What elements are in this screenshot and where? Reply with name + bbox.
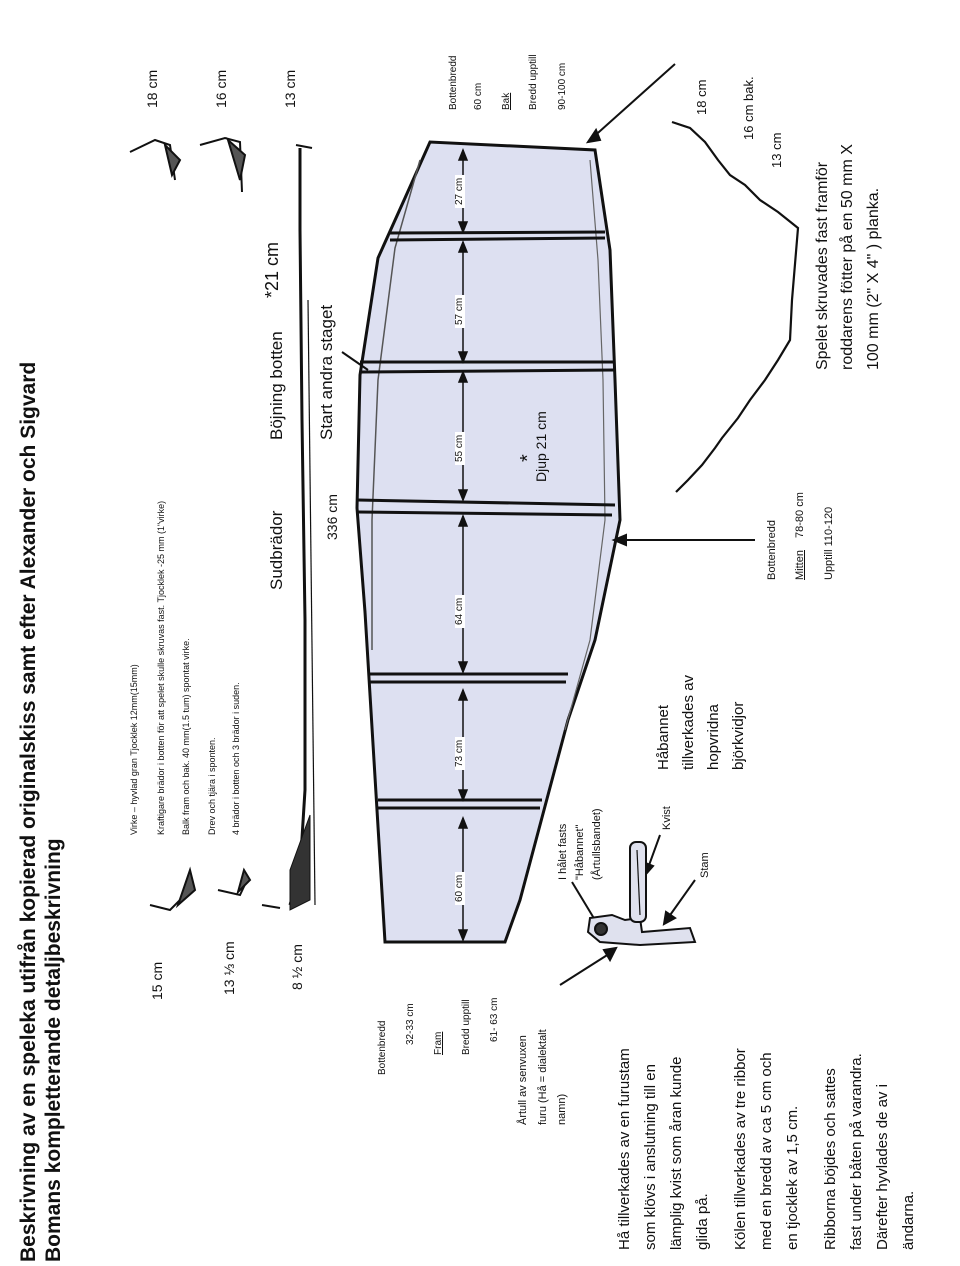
ha-line-3: lämplig kvist som åran kunde — [668, 1056, 685, 1250]
stern-upptill: 90-100 cm — [557, 62, 568, 110]
length-label: 336 cm — [324, 494, 340, 540]
artull-line-2: furu (Hå = dialektalt — [537, 1029, 549, 1125]
page-title: Beskrivning av en speleka utifrån kopierad originalskiss samt efter Alexander och Sigvard — [17, 361, 40, 1262]
dim-label-2: 73 cm — [455, 737, 465, 770]
rib-profiles — [130, 138, 280, 910]
middle-upptill: Upptill 110-120 — [823, 506, 835, 580]
note-balk: Balk fram och bak. 40 mm(1.5 tum) spontat virke. — [181, 638, 191, 835]
oarlock-drawing — [588, 842, 695, 945]
bojning-value: *21 cm — [262, 241, 282, 298]
oarlock-kvist: Kvist — [661, 806, 673, 830]
spelet-line-3: 100 mm (2" X 4" ) planka. — [865, 187, 882, 370]
spelet-line-1: Spelet skruvades fast framför — [814, 161, 831, 370]
dim-label-3: 64 cm — [455, 595, 465, 628]
bow-upptill: 61- 63 cm — [489, 997, 500, 1042]
habannet-line-1: Håbannet — [655, 704, 672, 770]
section-16: 16 cm bak. — [741, 76, 756, 140]
cross-section-curve — [672, 122, 798, 492]
section-18: 18 cm — [694, 79, 709, 115]
profile-13-label: 13 cm — [282, 69, 298, 108]
rib-line-3: Därefter hyvlades de av i — [874, 1084, 891, 1250]
bow-fram: Fram — [433, 1031, 444, 1055]
profile-16-label: 16 cm — [213, 69, 229, 108]
ha-line-4: glida på. — [694, 1193, 711, 1250]
stern-bottenbredd: Bottenbredd — [448, 55, 459, 110]
middle-mitten-label: Mitten — [794, 550, 806, 580]
sudbrador-label: Sudbrädor — [267, 510, 286, 590]
oarlock-hal-1: I hålet fasts — [557, 823, 569, 880]
djup-label: Djup 21 cm — [533, 411, 549, 482]
kol-line-1: Kölen tillverkades av tre ribbor — [732, 1048, 749, 1250]
habannet-line-3: hopvridna — [705, 704, 722, 770]
artull-line-1: Årtull av senvuxen — [517, 1035, 529, 1125]
profile-18-label: 18 cm — [144, 69, 160, 108]
ha-line-2: som klövs i anslutning till en — [642, 1064, 659, 1250]
bow-bottenbredd: Bottenbredd — [377, 1020, 388, 1075]
stern-bak: Bak — [501, 92, 512, 110]
side-profile — [290, 145, 315, 910]
note-bradar: 4 brädor i botten och 3 brädor i suden. — [231, 682, 241, 835]
note-virke: Virke – hyvlad gran Tjocklek 12mm(15mm) — [129, 664, 139, 835]
artull-line-3: namn) — [556, 1093, 568, 1125]
profile-8-5-label: 8 ½ cm — [289, 944, 305, 990]
profile-13-3-label: 13 ⅓ cm — [221, 941, 237, 995]
stern-width: 60 cm — [473, 82, 484, 110]
dim-label-4: 55 cm — [455, 432, 465, 465]
ha-line-1: Hå tillverkades av en furustam — [616, 1048, 633, 1250]
oarlock-stam: Stam — [699, 852, 711, 878]
section-13: 13 cm — [769, 132, 784, 168]
start-stag-label: Start andra staget — [317, 304, 336, 440]
note-drev: Drev och tjära i sponten. — [207, 737, 217, 835]
hull-bottom-outline — [357, 142, 620, 942]
habannet-line-4: björkvidjor — [730, 701, 747, 770]
habannet-line-2: tillverkades av — [680, 674, 697, 770]
stern-upptill-label: Bredd upptill — [528, 54, 539, 110]
middle-bottenbredd: Bottenbredd — [766, 520, 778, 580]
oarlock-hal-2: "Håbannet" — [574, 824, 586, 880]
note-kraftigare: Kraftigare brädor i botten för att spelet skulle skruvas fast. Tjocklek -25 mm (1"virke) — [156, 500, 166, 835]
oarlock-hal-3: (Årtullsbandet) — [591, 808, 603, 880]
dim-label-1: 60 cm — [455, 872, 465, 905]
bojning-label: Böjning botten — [267, 331, 286, 440]
rib-line-4: ändarna. — [900, 1190, 917, 1250]
rib-line-2: fast under båten på varandra. — [848, 1053, 865, 1250]
spelet-line-2: roddarens fötter på en 50 mm X — [839, 144, 856, 370]
middle-mitten: 78-80 cm — [794, 492, 806, 538]
dim-label-5: 57 cm — [455, 295, 465, 328]
djup-star: * — [517, 454, 539, 462]
dim-label-6: 27 cm — [455, 175, 465, 208]
bow-upptill-label: Bredd upptill — [461, 999, 472, 1055]
kol-line-2: med en bredd av ca 5 cm och — [758, 1052, 775, 1250]
profile-15-label: 15 cm — [149, 961, 165, 1000]
rib-line-1: Ribborna böjdes och sattes — [822, 1068, 839, 1250]
bow-width: 32-33 cm — [405, 1003, 416, 1045]
page-subtitle: Bomans kompletterande detaljbeskrivning — [42, 838, 65, 1262]
kol-line-3: en tjocklek av 1,5 cm. — [784, 1105, 801, 1250]
